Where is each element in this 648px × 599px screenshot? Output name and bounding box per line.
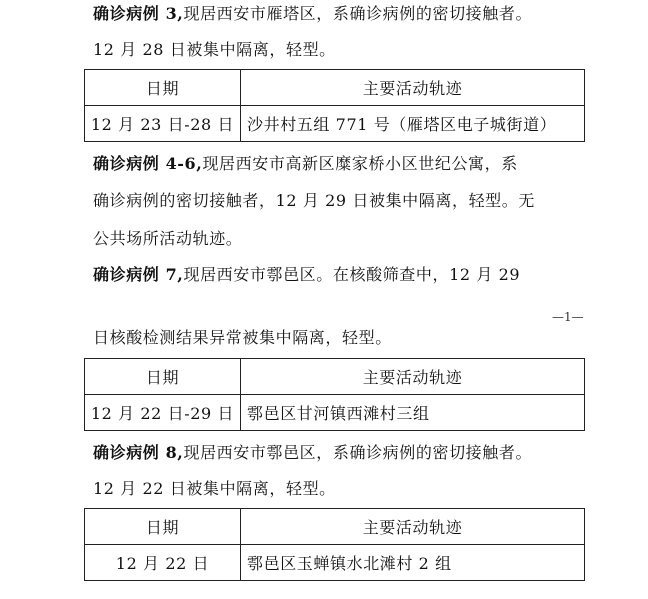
case4-6-text-1: 现居西安市高新区糜家桥小区世纪公寓，系 — [202, 154, 518, 173]
case8-text-1: 现居西安市鄠邑区，系确诊病例的密切接触者。 — [183, 443, 533, 462]
table-header-date: 日期 — [85, 359, 241, 395]
table-header-track: 主要活动轨迹 — [241, 359, 585, 395]
case3-table — [84, 69, 585, 142]
case7-label: 确诊病例 7, — [93, 265, 184, 284]
table-header-row — [85, 509, 585, 545]
case3-text-1: 现居西安市雁塔区，系确诊病例的密切接触者。 — [183, 4, 533, 23]
table-header-date: 日期 — [85, 70, 241, 106]
table-cell-date: 12 月 22 日 — [85, 545, 241, 581]
table-header-track: 主要活动轨迹 — [241, 70, 585, 106]
case4-6-label: 确诊病例 4-6, — [93, 154, 203, 173]
case3-paragraph-line2: 12 月 28 日被集中隔离，轻型。 — [93, 40, 336, 59]
table-cell-track: 鄠邑区甘河镇西滩村三组 — [241, 395, 585, 431]
case3-paragraph-line1 — [93, 3, 532, 25]
table-row — [85, 545, 585, 581]
table-row — [85, 106, 585, 142]
case7-table — [84, 358, 585, 431]
page-number: —1— — [552, 310, 584, 324]
table-header-track: 主要活动轨迹 — [241, 509, 585, 545]
case4-6-paragraph-line2: 确诊病例的密切接触者，12 月 29 日被集中隔离，轻型。无 — [93, 191, 535, 210]
table-header-row — [85, 70, 585, 106]
case3-label: 确诊病例 3, — [93, 4, 184, 23]
table-header-date: 日期 — [85, 509, 241, 545]
case8-paragraph-line1 — [93, 442, 532, 464]
table-header-row — [85, 359, 585, 395]
table-cell-date: 12 月 22 日-29 日 — [85, 395, 241, 431]
case8-paragraph-line2: 12 月 22 日被集中隔离，轻型。 — [93, 479, 336, 498]
case4-6-paragraph-line3: 公共场所活动轨迹。 — [93, 229, 243, 248]
table-cell-date: 12 月 23 日-28 日 — [85, 106, 241, 142]
case7-text-1: 现居西安市鄠邑区。在核酸筛查中，12 月 29 — [183, 265, 521, 284]
case8-label: 确诊病例 8, — [93, 443, 184, 462]
table-cell-track: 沙井村五组 771 号（雁塔区电子城街道） — [241, 106, 585, 142]
case4-6-paragraph-line1 — [93, 153, 518, 175]
table-cell-track: 鄠邑区玉蝉镇水北滩村 2 组 — [241, 545, 585, 581]
case8-table — [84, 508, 585, 581]
case7-paragraph-line1 — [93, 264, 520, 286]
case7-paragraph-line2: 日核酸检测结果异常被集中隔离，轻型。 — [93, 328, 392, 347]
table-row — [85, 395, 585, 431]
